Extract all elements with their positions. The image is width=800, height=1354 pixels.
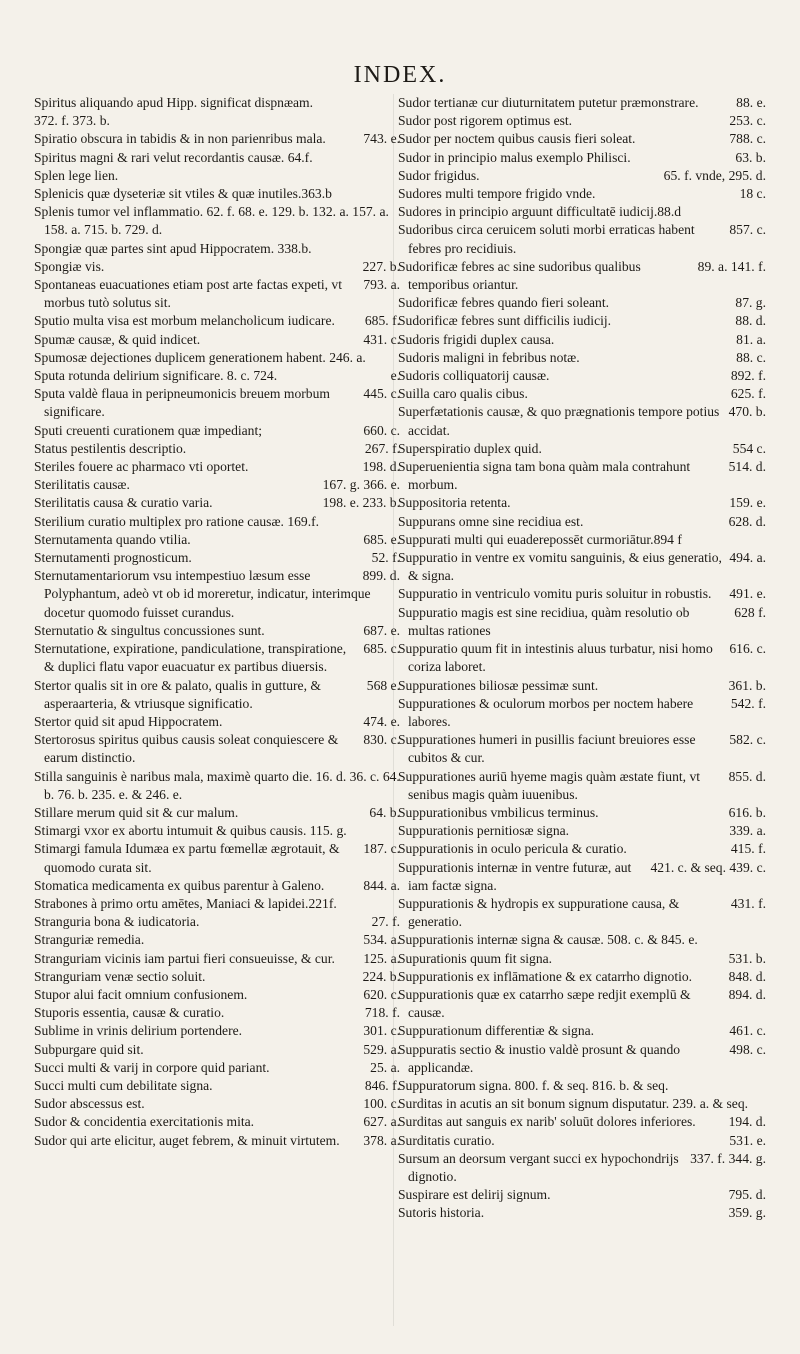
page-reference: 531. b. bbox=[728, 950, 766, 966]
index-entry bbox=[34, 931, 400, 949]
entry-text: Sudoris colliquatorij causæ. bbox=[398, 368, 550, 384]
entry-text: Sudor tertianæ cur diuturnitatem putetur præmonstrare. bbox=[398, 95, 699, 110]
entry-text: Succi multi & varij in corpore quid pariant. bbox=[34, 1059, 270, 1075]
entry-text: Superspiratio duplex quid. bbox=[398, 440, 542, 456]
entry-text: Sudorificæ febres ac sine sudoribus qualibus temporibus oriantur. bbox=[398, 258, 641, 293]
entry-text: Sudorificæ febres sunt difficilis iudicij. bbox=[398, 313, 612, 329]
index-entry bbox=[398, 203, 766, 221]
index-entry bbox=[398, 221, 766, 257]
index-entry bbox=[398, 859, 766, 895]
entry-text: Sudores in principio arguunt difficultatē iudicij.88.d bbox=[398, 204, 682, 220]
page-reference: 498. c. bbox=[729, 1041, 766, 1057]
index-entry bbox=[34, 1022, 400, 1040]
page-reference: 844. a. bbox=[363, 877, 400, 893]
entry-text: Sternutamentariorum vsu intempestiuo læsum esse Polyphantum, adeò vt ob id moreretur, indicatur, interimque docetur quomodo fuisset curandus. bbox=[34, 568, 371, 620]
entry-text: Sudor qui arte elicitur, auget febrem, & minuit virtutem. bbox=[34, 1132, 340, 1148]
page-reference: 431. c. bbox=[363, 331, 400, 347]
index-entry bbox=[34, 1113, 400, 1131]
page-reference: 267. f. bbox=[364, 440, 400, 456]
entry-text: Sputa rotunda delirium significare. 8. c. 724. bbox=[34, 368, 278, 384]
index-entry bbox=[34, 567, 400, 622]
entry-text: Suppurati multi qui euaderepossēt curmoriātur.894 f bbox=[398, 531, 682, 547]
entry-text: Sudor per noctem quibus causis fieri soleat. bbox=[398, 131, 636, 147]
page-reference: 27. f. bbox=[371, 914, 400, 930]
page-reference: 616. b. bbox=[728, 804, 766, 820]
entry-text: Stranguriam vicinis iam partui fieri consueuisse, & cur. bbox=[34, 950, 335, 966]
entry-text: Spiratio obscura in tabidis & in non parienribus mala. bbox=[34, 131, 326, 147]
page-reference: 87. g. bbox=[735, 295, 766, 311]
entry-text: Suppurationis internæ in ventre futuræ, aut iam factæ signa. bbox=[398, 859, 632, 893]
index-entry bbox=[34, 1041, 400, 1059]
index-entry bbox=[398, 312, 766, 330]
index-entry bbox=[34, 349, 400, 367]
index-entry bbox=[398, 677, 766, 695]
index-entry bbox=[34, 276, 400, 312]
entry-text: Surditas aut sanguis ex narib' soluūt dolores inferiores. bbox=[398, 1114, 696, 1130]
entry-text: Subpurgare quid sit. bbox=[34, 1041, 144, 1057]
index-entry bbox=[34, 986, 400, 1004]
index-entry bbox=[398, 294, 766, 312]
entry-text: Suppurationis & hydropis ex suppuratione causa, & generatio. bbox=[398, 895, 680, 930]
entry-text: Sudoris maligni in febribus notæ. bbox=[398, 349, 580, 365]
index-entry bbox=[34, 203, 400, 239]
page-reference: 718. f. bbox=[364, 1005, 400, 1021]
page-reference: 88. e. bbox=[736, 95, 766, 110]
entry-text: Superfætationis causæ, & quo prægnationis tempore potius accidat. bbox=[398, 404, 720, 438]
page-reference: 743. e. bbox=[363, 131, 400, 147]
page-reference: 687. e. bbox=[363, 622, 400, 638]
page-reference: 494. a. bbox=[729, 550, 766, 566]
page-reference: 788. c. bbox=[729, 131, 766, 147]
page-reference: 25. a. bbox=[370, 1059, 400, 1075]
index-entry bbox=[34, 622, 400, 640]
page-reference: 627. a. bbox=[363, 1114, 400, 1130]
entry-text: Splenicis quæ dyseteriæ sit vtiles & quæ inutiles.363.b bbox=[34, 186, 332, 202]
entry-text: Status pestilentis descriptio. bbox=[34, 440, 187, 456]
entry-text: Suppurationes auriū hyeme magis quàm æstate fiunt, vt senibus magis quàm iuuenibus. bbox=[398, 768, 701, 802]
entry-text: Stertor quid sit apud Hippocratem. bbox=[34, 713, 223, 729]
index-entry bbox=[34, 458, 400, 476]
entry-text: Spontaneas euacuationes etiam post arte factas expeti, vt morbus tutò solutus sit. bbox=[34, 277, 343, 311]
page-reference: 431. f. bbox=[730, 895, 766, 911]
entry-text: Suppurationis quæ ex catarrho sæpe redjit exemplū & causæ. bbox=[398, 986, 691, 1021]
entry-text: Surditatis curatio. bbox=[398, 1132, 495, 1148]
index-entry bbox=[34, 677, 400, 713]
entry-text: Stertor qualis sit in ore & palato, qualis in gutture, & asperaarteria, & vtriusque significatio. bbox=[34, 677, 321, 711]
page-reference: 159. e. bbox=[729, 495, 766, 511]
entry-text: Spumæ causæ, & quid indicet. bbox=[34, 331, 201, 347]
entry-text: Spiritus aliquando apud Hipp. significat dispnæam. bbox=[34, 95, 314, 110]
page-reference: 899. d. bbox=[362, 568, 400, 584]
index-entry bbox=[34, 1004, 400, 1022]
index-entry bbox=[398, 331, 766, 349]
entry-text: Sudores multi tempore frigido vnde. bbox=[398, 186, 596, 202]
entry-text: Stranguriam venæ sectio soluit. bbox=[34, 968, 206, 984]
index-entry bbox=[398, 458, 766, 494]
index-entry bbox=[34, 840, 400, 876]
index-entry bbox=[398, 1041, 766, 1077]
index-entry bbox=[34, 968, 400, 986]
entry-text: Suppurationum differentiæ & signa. bbox=[398, 1023, 595, 1039]
page-reference: 89. a. 141. f. bbox=[697, 258, 766, 274]
entry-text: Sublime in vrinis delirium portendere. bbox=[34, 1023, 243, 1039]
page-reference: 167. g. 366. e. bbox=[322, 477, 400, 493]
index-entry bbox=[398, 349, 766, 367]
page-reference: 846. f. bbox=[364, 1077, 400, 1093]
entry-text: Suppurationis pernitiosæ signa. bbox=[398, 823, 570, 839]
page-reference: 64. b. bbox=[369, 804, 400, 820]
index-entry bbox=[34, 130, 400, 148]
entry-text: Spiritus magni & rari velut recordantis causæ. 64.f. bbox=[34, 149, 313, 165]
page-reference: 491. e. bbox=[729, 586, 766, 602]
entry-text: Suppurationes & oculorum morbos per noctem habere labores. bbox=[398, 695, 694, 729]
index-entry bbox=[398, 986, 766, 1022]
index-entry bbox=[34, 1059, 400, 1077]
index-entry bbox=[34, 1077, 400, 1095]
index-entry bbox=[34, 185, 400, 203]
page-reference: 415. f. bbox=[730, 841, 766, 857]
page-reference: 224. b. bbox=[362, 968, 400, 984]
page-reference: 301. c. bbox=[363, 1023, 400, 1039]
left-column bbox=[34, 94, 400, 1150]
index-entry bbox=[398, 258, 766, 294]
index-entry bbox=[398, 513, 766, 531]
page-reference: 582. c. bbox=[729, 732, 766, 748]
page-reference: 616. c. bbox=[729, 641, 766, 657]
page-reference: 514. d. bbox=[728, 459, 766, 475]
page-reference: 194. d. bbox=[728, 1114, 766, 1130]
index-entry bbox=[398, 895, 766, 931]
index-entry bbox=[34, 640, 400, 676]
index-entry bbox=[34, 877, 400, 895]
page-reference: 830. c. bbox=[363, 732, 400, 748]
index-entry bbox=[398, 385, 766, 403]
page-reference: 445. c. bbox=[363, 386, 400, 402]
page-reference: 531. e. bbox=[729, 1132, 766, 1148]
entry-text: Stillare merum quid sit & cur malum. bbox=[34, 804, 239, 820]
index-entry bbox=[34, 1132, 400, 1150]
index-entry bbox=[34, 768, 400, 804]
entry-text: Sterilitatis causæ. bbox=[34, 477, 130, 493]
page-reference: 18 c. bbox=[739, 186, 766, 202]
index-entry bbox=[34, 476, 400, 494]
index-entry bbox=[34, 895, 400, 913]
index-entry bbox=[34, 331, 400, 349]
index-entry bbox=[34, 112, 400, 130]
page-reference: 100. c. bbox=[363, 1096, 400, 1112]
index-entry bbox=[398, 94, 766, 112]
page-reference: 793. a. bbox=[363, 277, 400, 293]
index-entry bbox=[398, 185, 766, 203]
index-entry bbox=[398, 640, 766, 676]
entry-text: Sudor abscessus est. bbox=[34, 1096, 145, 1112]
index-entry bbox=[34, 149, 400, 167]
entry-text: Suppuratorum signa. 800. f. & seq. 816. b. & seq. bbox=[398, 1077, 669, 1093]
index-entry bbox=[34, 950, 400, 968]
page-reference: 628 f. bbox=[734, 604, 766, 620]
index-entry bbox=[398, 968, 766, 986]
index-entry bbox=[398, 731, 766, 767]
page-reference: 534. a. bbox=[363, 932, 400, 948]
page-reference: 685. c. bbox=[363, 641, 400, 657]
index-entry bbox=[34, 531, 400, 549]
entry-text: Sternutatione, expiratione, pandiculatione, transpiratione, & duplici flatu vapor euacuatur ex partibus diuersis. bbox=[34, 641, 347, 675]
entry-text: Suppuratio magis est sine recidiua, quàm resolutio ob multas rationes bbox=[398, 604, 690, 638]
page-reference: 88. c. bbox=[736, 349, 766, 365]
index-entry bbox=[398, 950, 766, 968]
page-reference: 542. f. bbox=[730, 695, 766, 711]
index-entry bbox=[34, 240, 400, 258]
entry-text: Stomatica medicamenta ex quibus parentur à Galeno. bbox=[34, 877, 325, 893]
entry-text: Suppurationis ex inflāmatione & ex catarrho dignotio. bbox=[398, 968, 693, 984]
entry-text: Sudor post rigorem optimus est. bbox=[398, 113, 573, 129]
page-reference: 52. f. bbox=[371, 550, 400, 566]
page-reference: 795. d. bbox=[728, 1187, 766, 1203]
index-entry bbox=[398, 112, 766, 130]
index-entry bbox=[398, 549, 766, 585]
index-entry bbox=[34, 713, 400, 731]
entry-text: Spongiæ vis. bbox=[34, 258, 105, 274]
entry-text: Suppurationis in oculo pericula & curatio. bbox=[398, 841, 627, 857]
entry-text: Sterilitatis causa & curatio varia. bbox=[34, 495, 213, 511]
entry-text: Suppurationibus vmbilicus terminus. bbox=[398, 804, 599, 820]
index-entry bbox=[34, 312, 400, 330]
entry-text: Sudor & concidentia exercitationis mita. bbox=[34, 1114, 255, 1130]
page-reference: e. bbox=[390, 368, 400, 384]
index-entry bbox=[398, 695, 766, 731]
entry-text: Sterilium curatio multiplex pro ratione causæ. 169.f. bbox=[34, 513, 320, 529]
entry-text: Suppuratio in ventre ex vomitu sanguinis, & eius generatio, & signa. bbox=[398, 550, 722, 584]
index-entry bbox=[34, 440, 400, 458]
entry-text: Stimargi vxor ex abortu intumuit & quibus causis. 115. g. bbox=[34, 823, 347, 839]
index-entry bbox=[398, 768, 766, 804]
index-entry bbox=[398, 1113, 766, 1131]
page-reference: 81. a. bbox=[736, 331, 766, 347]
page-reference: 88. d. bbox=[735, 313, 766, 329]
entry-text: Splenis tumor vel inflammatio. 62. f. 68. e. 129. b. 132. a. 157. a. 158. a. 715. b. 729. d. bbox=[34, 204, 389, 238]
index-entry bbox=[398, 1150, 766, 1186]
page-reference: 568 e. bbox=[366, 677, 400, 693]
page-reference: 529. a. bbox=[363, 1041, 400, 1057]
index-entry bbox=[34, 385, 400, 421]
page-reference: 474. e. bbox=[363, 713, 400, 729]
page-reference: 685. f. bbox=[364, 313, 400, 329]
index-entry bbox=[34, 822, 400, 840]
index-entry bbox=[34, 731, 400, 767]
entry-text: Suppuratio in ventriculo vomitu puris soluitur in robustis. bbox=[398, 586, 712, 602]
index-entry bbox=[34, 167, 400, 185]
entry-text: 372. f. 373. b. bbox=[34, 113, 110, 129]
entry-text: Suppurationes biliosæ pessimæ sunt. bbox=[398, 677, 599, 693]
page-reference: 848. d. bbox=[728, 968, 766, 984]
page-reference: 378. a. bbox=[363, 1132, 400, 1148]
entry-text: Sputi creuenti curationem quæ impediant; bbox=[34, 422, 263, 438]
index-entry bbox=[34, 494, 400, 512]
index-entry bbox=[398, 1186, 766, 1204]
entry-text: Sudor frigidus. bbox=[398, 167, 480, 183]
page-reference: 361. b. bbox=[728, 677, 766, 693]
index-entry bbox=[398, 167, 766, 185]
page-reference: 63. b. bbox=[735, 149, 766, 165]
page-reference: 125. a. bbox=[363, 950, 400, 966]
page-reference: 855. d. bbox=[728, 768, 766, 784]
index-entry bbox=[34, 258, 400, 276]
entry-text: Sternutamenti prognosticum. bbox=[34, 550, 192, 566]
page-reference: 625. f. bbox=[730, 386, 766, 402]
entry-text: Suppurationes humeri in pusillis faciunt breuiores esse cubitos & cur. bbox=[398, 732, 696, 766]
entry-text: Sputio multa visa est morbum melancholicum iudicare. bbox=[34, 313, 335, 329]
index-entry bbox=[398, 822, 766, 840]
index-entry bbox=[398, 367, 766, 385]
page-reference: 339. a. bbox=[729, 823, 766, 839]
page-reference: 198. d. bbox=[362, 459, 400, 475]
entry-text: Succi multi cum debilitate signa. bbox=[34, 1077, 213, 1093]
entry-text: Superuenientia signa tam bona quàm mala contrahunt morbum. bbox=[398, 459, 691, 493]
page-reference: 253. c. bbox=[729, 113, 766, 129]
entry-text: Stuporis essentia, causæ & curatio. bbox=[34, 1005, 225, 1021]
entry-text: Suppurationis internæ signa & causæ. 508. c. & 845. e. bbox=[398, 932, 698, 948]
page-reference: 337. f. 344. g. bbox=[690, 1150, 766, 1166]
index-entry bbox=[398, 804, 766, 822]
index-entry bbox=[34, 549, 400, 567]
page-reference: 187. c. bbox=[363, 841, 400, 857]
entry-text: Stranguria bona & iudicatoria. bbox=[34, 914, 200, 930]
index-entry bbox=[34, 513, 400, 531]
page-reference: 894. d. bbox=[728, 986, 766, 1002]
page-reference: 198. e. 233. b. bbox=[322, 495, 400, 511]
index-entry bbox=[34, 1095, 400, 1113]
entry-text: Sudoribus circa ceruicem soluti morbi erraticas habent febres pro recidiuis. bbox=[398, 222, 695, 256]
page-reference: 620. c. bbox=[363, 986, 400, 1002]
index-entry bbox=[34, 94, 400, 112]
page-reference: 421. c. & seq. 439. c. bbox=[650, 859, 766, 875]
index-entry bbox=[398, 931, 766, 949]
entry-text: Stilla sanguinis è naribus mala, maximè quarto die. 16. d. 36. c. 64. b. 76. b. 235. e. & 246. e. bbox=[34, 768, 400, 802]
entry-text: Stimargi famula Idumæa ex partu fœmellæ ægrotauit, & quomodo curata sit. bbox=[34, 841, 340, 875]
index-entry bbox=[398, 1204, 766, 1222]
entry-text: Surditas in acutis an sit bonum signum disputatur. 239. a. & seq. bbox=[398, 1096, 749, 1112]
index-entry bbox=[398, 840, 766, 858]
index-entry bbox=[34, 367, 400, 385]
page-reference: 685. e. bbox=[363, 531, 400, 547]
index-entry bbox=[34, 913, 400, 931]
entry-text: Supurationis quum fit signa. bbox=[398, 950, 553, 966]
entry-text: Suppuratio quum fit in intestinis aluus turbatur, nisi homo coriza laboret. bbox=[398, 641, 713, 675]
index-entry bbox=[398, 440, 766, 458]
entry-text: Sudor in principio malus exemplo Philisci. bbox=[398, 149, 631, 165]
entry-text: Suspirare est delirij signum. bbox=[398, 1187, 551, 1203]
page-reference: 227. b. bbox=[362, 258, 400, 274]
index-entry bbox=[398, 1095, 766, 1113]
index-entry bbox=[398, 149, 766, 167]
entry-text: Sudorificæ febres quando fieri soleant. bbox=[398, 295, 610, 311]
entry-text: Suppurans omne sine recidiua est. bbox=[398, 513, 584, 529]
index-entry bbox=[398, 1132, 766, 1150]
page-reference: 470. b. bbox=[728, 404, 766, 420]
index-entry bbox=[398, 531, 766, 549]
entry-text: Sutoris historia. bbox=[398, 1205, 485, 1221]
entry-text: Sursum an deorsum vergant succi ex hypochondrijs dignotio. bbox=[398, 1150, 679, 1184]
index-entry bbox=[34, 804, 400, 822]
index-entry bbox=[398, 604, 766, 640]
page-title: INDEX. bbox=[353, 62, 447, 88]
entry-text: Stupor alui facit omnium confusionem. bbox=[34, 986, 248, 1002]
entry-text: Steriles fouere ac pharmaco vti oportet. bbox=[34, 459, 249, 475]
index-entry bbox=[398, 1022, 766, 1040]
page-reference: 628. d. bbox=[728, 513, 766, 529]
page-reference: 359. g. bbox=[728, 1205, 766, 1221]
entry-text: Sudoris frigidi duplex causa. bbox=[398, 331, 555, 347]
right-column bbox=[398, 94, 766, 1223]
entry-text: Sternutamenta quando vtilia. bbox=[34, 531, 191, 547]
entry-text: Spumosæ dejectiones duplicem generationem habent. 246. a. bbox=[34, 349, 366, 365]
page-reference: 857. c. bbox=[729, 222, 766, 238]
index-entry bbox=[398, 494, 766, 512]
entry-text: Strabones à primo ortu amētes, Maniaci & lapidei.221f. bbox=[34, 895, 337, 911]
index-entry bbox=[398, 403, 766, 439]
entry-text: Stranguriæ remedia. bbox=[34, 932, 145, 948]
entry-text: Sputa valdè flaua in peripneumonicis breuem morbum significare. bbox=[34, 386, 330, 420]
entry-text: Suilla caro qualis cibus. bbox=[398, 386, 528, 402]
page-reference: 65. f. vnde, 295. d. bbox=[663, 167, 766, 183]
page-reference: 461. c. bbox=[729, 1023, 766, 1039]
entry-text: Stertorosus spiritus quibus causis soleat conquiescere & earum distinctio. bbox=[34, 732, 339, 766]
index-entry bbox=[398, 1077, 766, 1095]
page-reference: 892. f. bbox=[730, 368, 766, 384]
entry-text: Suppuratis sectio & inustio valdè prosunt & quando applicandæ. bbox=[398, 1041, 681, 1075]
entry-text: Splen lege lien. bbox=[34, 167, 119, 183]
entry-text: Sternutatio & singultus concussiones sunt. bbox=[34, 622, 265, 638]
index-entry bbox=[34, 422, 400, 440]
page-reference: 660. c. bbox=[363, 422, 400, 438]
entry-text: Suppositoria retenta. bbox=[398, 495, 511, 511]
index-entry bbox=[398, 130, 766, 148]
index-entry bbox=[398, 585, 766, 603]
page-reference: 554 c. bbox=[732, 440, 766, 456]
entry-text: Spongiæ quæ partes sint apud Hippocratem. 338.b. bbox=[34, 240, 312, 256]
